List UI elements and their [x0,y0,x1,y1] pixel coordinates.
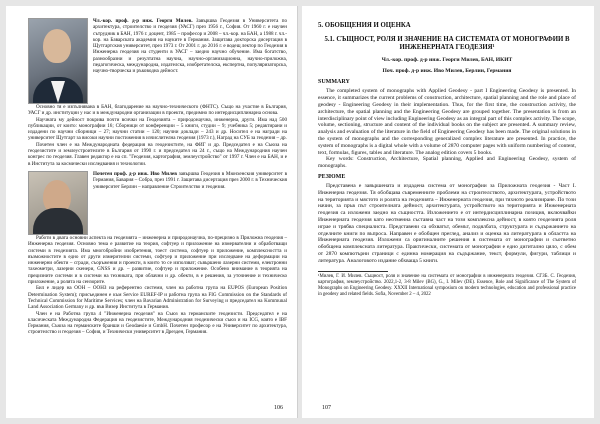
bio-ivo-text: завършва Геодезия в Мюнхенския университет в Германия, Бавария – Собра, през 1991 г. Защитава дисертация през 2000 г. в Техническия университет Берлин – направление Строителство и геодезия. [93,170,288,190]
page-right [302,6,594,418]
bio-georgi-text: Завършва Геодезия в Университета по архитектура, строителство и геодезия (УАСГ) през 1956 г., София. От 1960 г. е научен сътрудник в БАН, 1976 г. доцент, 1985 – професор и 2008 – чл.-кор. на БАН, а 1988 г. чл.-кор. на Баварската академия на науките в Германия. Защитава докторска дисертация в Щутгартския университет, през 1973 г. От 2001 г. до 2016 г. е водещ лектор по Геодезия в Инженерна геодезия на студенти в УАСГ – заедно научно обучение. Има богатство, разнообразни и резултатна научна, научно-организационна, научно-приложна, педагогическа, международна, издателска, изобретателска, експертна, популяризаторска, научно-творческа и ръководна дейност. [93,18,288,75]
bio-ivo-milev [28,171,287,235]
book-spread [6,6,594,418]
bio-ivo-intro [93,171,287,235]
bio-georgi-milev [28,18,287,104]
article-title: 5.1. СЪЩНОСТ, РОЛЯ И ЗНАЧЕНИЕ НА СИСТЕМАТА ОТ МОНОГРАФИИ В ИНЖЕНЕРНАТА ГЕОДЕЗИЯ¹ [324,36,570,52]
portrait-georgi-milev [28,18,88,104]
bio-georgi-intro [93,18,287,104]
keywords-paragraph: Key words: Construction, Architecture, Spatial planning, Applied and Engineering Geodesy, system of monographs. [318,156,576,170]
section-heading: 5. ОБОБЩЕНИЯ И ОЦЕНКА [318,22,411,29]
author-line: Поч. проф. д-р инж. Иво Милев, Берлин, Германия [382,68,512,75]
bio-ivo-name: Почетен проф. д-р инж. Иво Милев [93,170,177,177]
bio-georgi-paragraph: Научната му дейност покрива почти всички на Геодезията – природонаучна, инженерна, други. Има над 500 публикации, от които: монографии 16; Сборници от конференции – 5 книги, студии – 9; учебника 5; редактирани и издадени по научни сборници – 27; научни статии – 120; научни доклади – 243 и др. Носител е на награди на университет Щутгарт за високи научни постижения в изчислителна геодезия (1973 г.), Наград на СУБ за геодезия – др. [28,116,287,142]
bio-ivo-paragraph: Работи в двата основни аспекта на геодезията – инженерна и природонаучна, по-прецизно в Приложна геодезия – Инженерна геодезия. Основно тема е развитие на теория, софтуер и приложение на измервателни и обработващи системи в геодезията. Има многобройни изобретения, тоест система, софтуер и приложение, комплексността и възможностите в едно от други измерителни системи, софтуер и приложение при изследване на деформации на инженерни обекти – сгради, съоръжения и проекти, в които то се използват; съвършено лазерни системи, електронни тахеометри, лазерни скенери, GNSS и др. – развитие, софтуер и приложение. Особено внимание в теорията на прецизните системи и в системи на техниката, при облачни и др. обекти, в е решения, за уточнение и техническо приложение, а ролята на сензорите. [28,234,287,286]
page-number-left: 106 [274,405,283,411]
portrait-ivo-milev [28,171,88,235]
page-number-right: 107 [322,405,331,411]
bio-georgi-paragraph: Почетен член е на Международната федерация на геодезистите, на ФИГ и др. Председател е на Съюза на геодезистите и землеустроителите в България от 1990 г. и председател на 24 г., също на Международния научен конгрес по геодезия. Главен редактор е на сп. "Геодезия, картография, землеустройство" от 1997 г. Член е на БАН, и е в Института за космически изследвания и технологии. [28,141,287,167]
rezume-paragraph: Представена е завършената и издадена система от монографии за Приложната геодезия - Част I. Инженерна геодезия. Тя обобщава съвременните проблеми на строителството, архитектурата, устройството на територията и мястото и ролята на геодезията – Инженерната геодезия, при тяхното реализиране. По този начин, за пръв път строителната дейност, архитектурата, устройството на територията и Инженерната геодезия са изложени заедно на същността. Изложението е от интердисциплинарна позиция, включвайки Инженерната геодезия като неотменна съставна част на този комплексна дейност, в която геодезията роля играе и трябва специалиста. Представени са обхватът, обемът, подялбата, структурата и съдържанието на отделните книги по въпроса. Направен е обобщен преглед, анализ и оценка на литературата в областта на Инженерната геодезия. Изложени са оригиналните решения в системата от монографии и съответно обобщена комплексната литература. Практически, системата от монографии е едно дигитално цяло, с обем от 2870 компютърни страници с единна номерация на съдържание, текст, формули, фигури, таблици и литература. Аналоговото издание обхваща 5 книги. [318,182,576,264]
author-line: Чл.-кор. проф. д-р инж. Георги Милев, БАН, ИКИТ [381,57,513,64]
rezume-heading: РЕЗЮМЕ [318,173,346,180]
summary-heading: SUMMARY [318,79,350,86]
bio-ivo-paragraph: Бил е лидер на ООН – ООНЗ на референтно системи, член на работна група на EUPOS (European Position Determination System); присъединен е към Service EUREF-IP и работна група на FIG Commission on the Standards of Technical Commission for Maritime Services; член на Bavarian Administration for Surveying и председател на Kommunal Land Association Germany и др. във Визер Института в Германия. [28,285,287,311]
page-left [6,6,298,418]
footnote-rule [318,271,388,272]
bio-ivo-paragraph: Член е на Работна група 4 "Инженерна геодезия" на Съюз на германските геодезисти. Председател е на класическата Международна Федерация на геодезистите, Международния геодезически съюз и на ICG, която е IBF Германия, Съюза на германските бранши и Geodaesie и GmbH. Почетен професор е на Университет по архитектура, строителство и геодезия – София, и Технически университет в Дрезден, Германия. [28,310,287,336]
bio-georgi-name: Чл.-кор. проф. д-р инж. Георги Милев. [93,18,193,24]
summary-paragraph: The completed system of monographs with Applied Geodesy - part I Engineering Geodesy is presented. In essence, it summarizes the current problems of construction, architecture, spatial planning and the role and place of geodesy - Engineering Geodesy in their implementation. Thus, for the first time, the construction activity, the architecture, the spatial planning and the Engineering Geodesy are grouped together. The presentation is from an interdisciplinary point of view including Engineering Geodesy as an integral part of this complex activity. The scope, volume, sectioning, structure and content of the individual books on the subject are presented. A summary review, analysis and evaluation of the literature in the field of Engineering Geodesy has been made. The original solutions in the system of monographs and the corresponding generalized complex literature are presented. In practice, the system of monographs is a digital whole with a volume of 2870 computer pages with uniform numbering of content, text, formulas, figures, tables and literature. The analog edition covers 5 books. [318,88,576,156]
bio-georgi-paragraph: Основно тя е изпълнявана в БАН, благодарение на научно-техническото (ФНТС). Също на участие в България, УАСГ и др. институции у нас и в международни организации в проекти, предимно по интердисциплинарна основа. [28,104,287,117]
footnote: ¹Милев, Г. И. Милев. Същност, роля и значение на системата от монографии в инженерната геодезия. СГЗБ. С. Геодезия, картография, землеустройство. 2022,1-2, 3-8 Milev (BG), G., I. Milev (DE). Essence, Role and Significance of The System of Monographs on Engineering Geodesy. XXXII International symposium on modern technologies, education and professional practice in geodesy and related fields. Sofia, November 2 – 4, 2022 [318,273,576,297]
